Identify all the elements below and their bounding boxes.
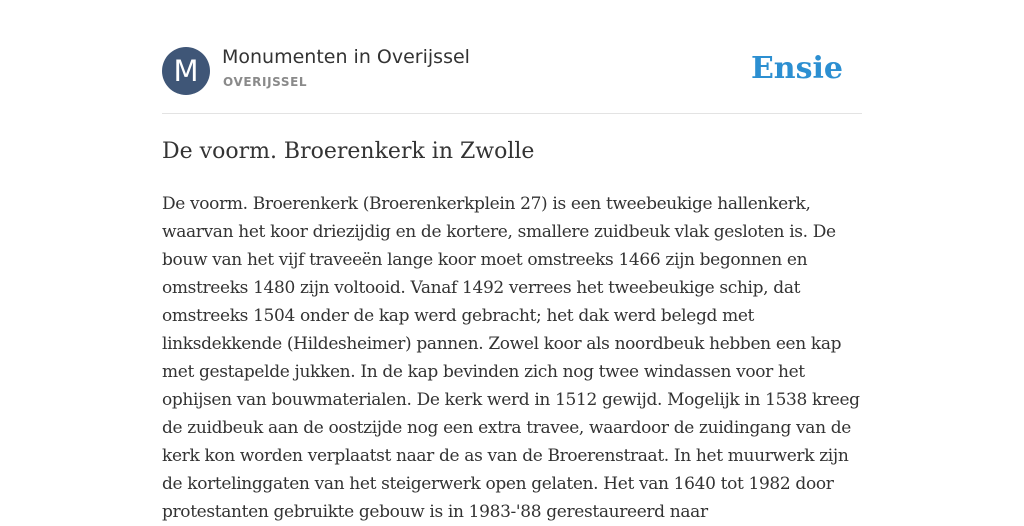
article-title: De voorm. Broerenkerk in Zwolle: [162, 139, 535, 164]
site-header: [162, 46, 862, 96]
brand-logo[interactable]: Ensie: [750, 51, 843, 86]
divider: [162, 113, 862, 114]
avatar[interactable]: M: [162, 47, 210, 95]
site-title[interactable]: Monumenten in Overijssel: [222, 46, 470, 68]
site-subtitle: OVERIJSSEL: [223, 75, 308, 89]
article-body: De voorm. Broerenkerk (Broerenkerkplein 27) is een tweebeukige hallenkerk, waarvan het koor driezijdig en de kortere, smallere zuidbeuk vlak gesloten is. De bouw van het vijf traveeën lange koor moet omstreeks 1466 zijn begonnen en omstreeks 1480 zijn voltooid. Vanaf 1492 verrees het tweebeukige schip, dat omstreeks 1504 onder de kap werd gebracht; het dak werd belegd met linksdekkende (Hildesheimer) pannen. Zowel koor als noordbeuk hebben een kap met gestapelde jukken. In de kap bevinden zich nog twee windassen voor het ophijsen van bouwmaterialen. De kerk werd in 1512 gewijd. Mogelijk in 1538 kreeg de zuidbeuk aan de oostzijde nog een extra travee, waardoor de zuidingang van de kerk kon worden verplaatst naar de as van de Broerenstraat. In het muurwerk zijn de kortelinggaten van het steigerwerk open gelaten. Het van 1640 tot 1982 door protestanten gebruikte gebouw is in 1983-'88 gerestaureerd naar: [162, 194, 860, 522]
